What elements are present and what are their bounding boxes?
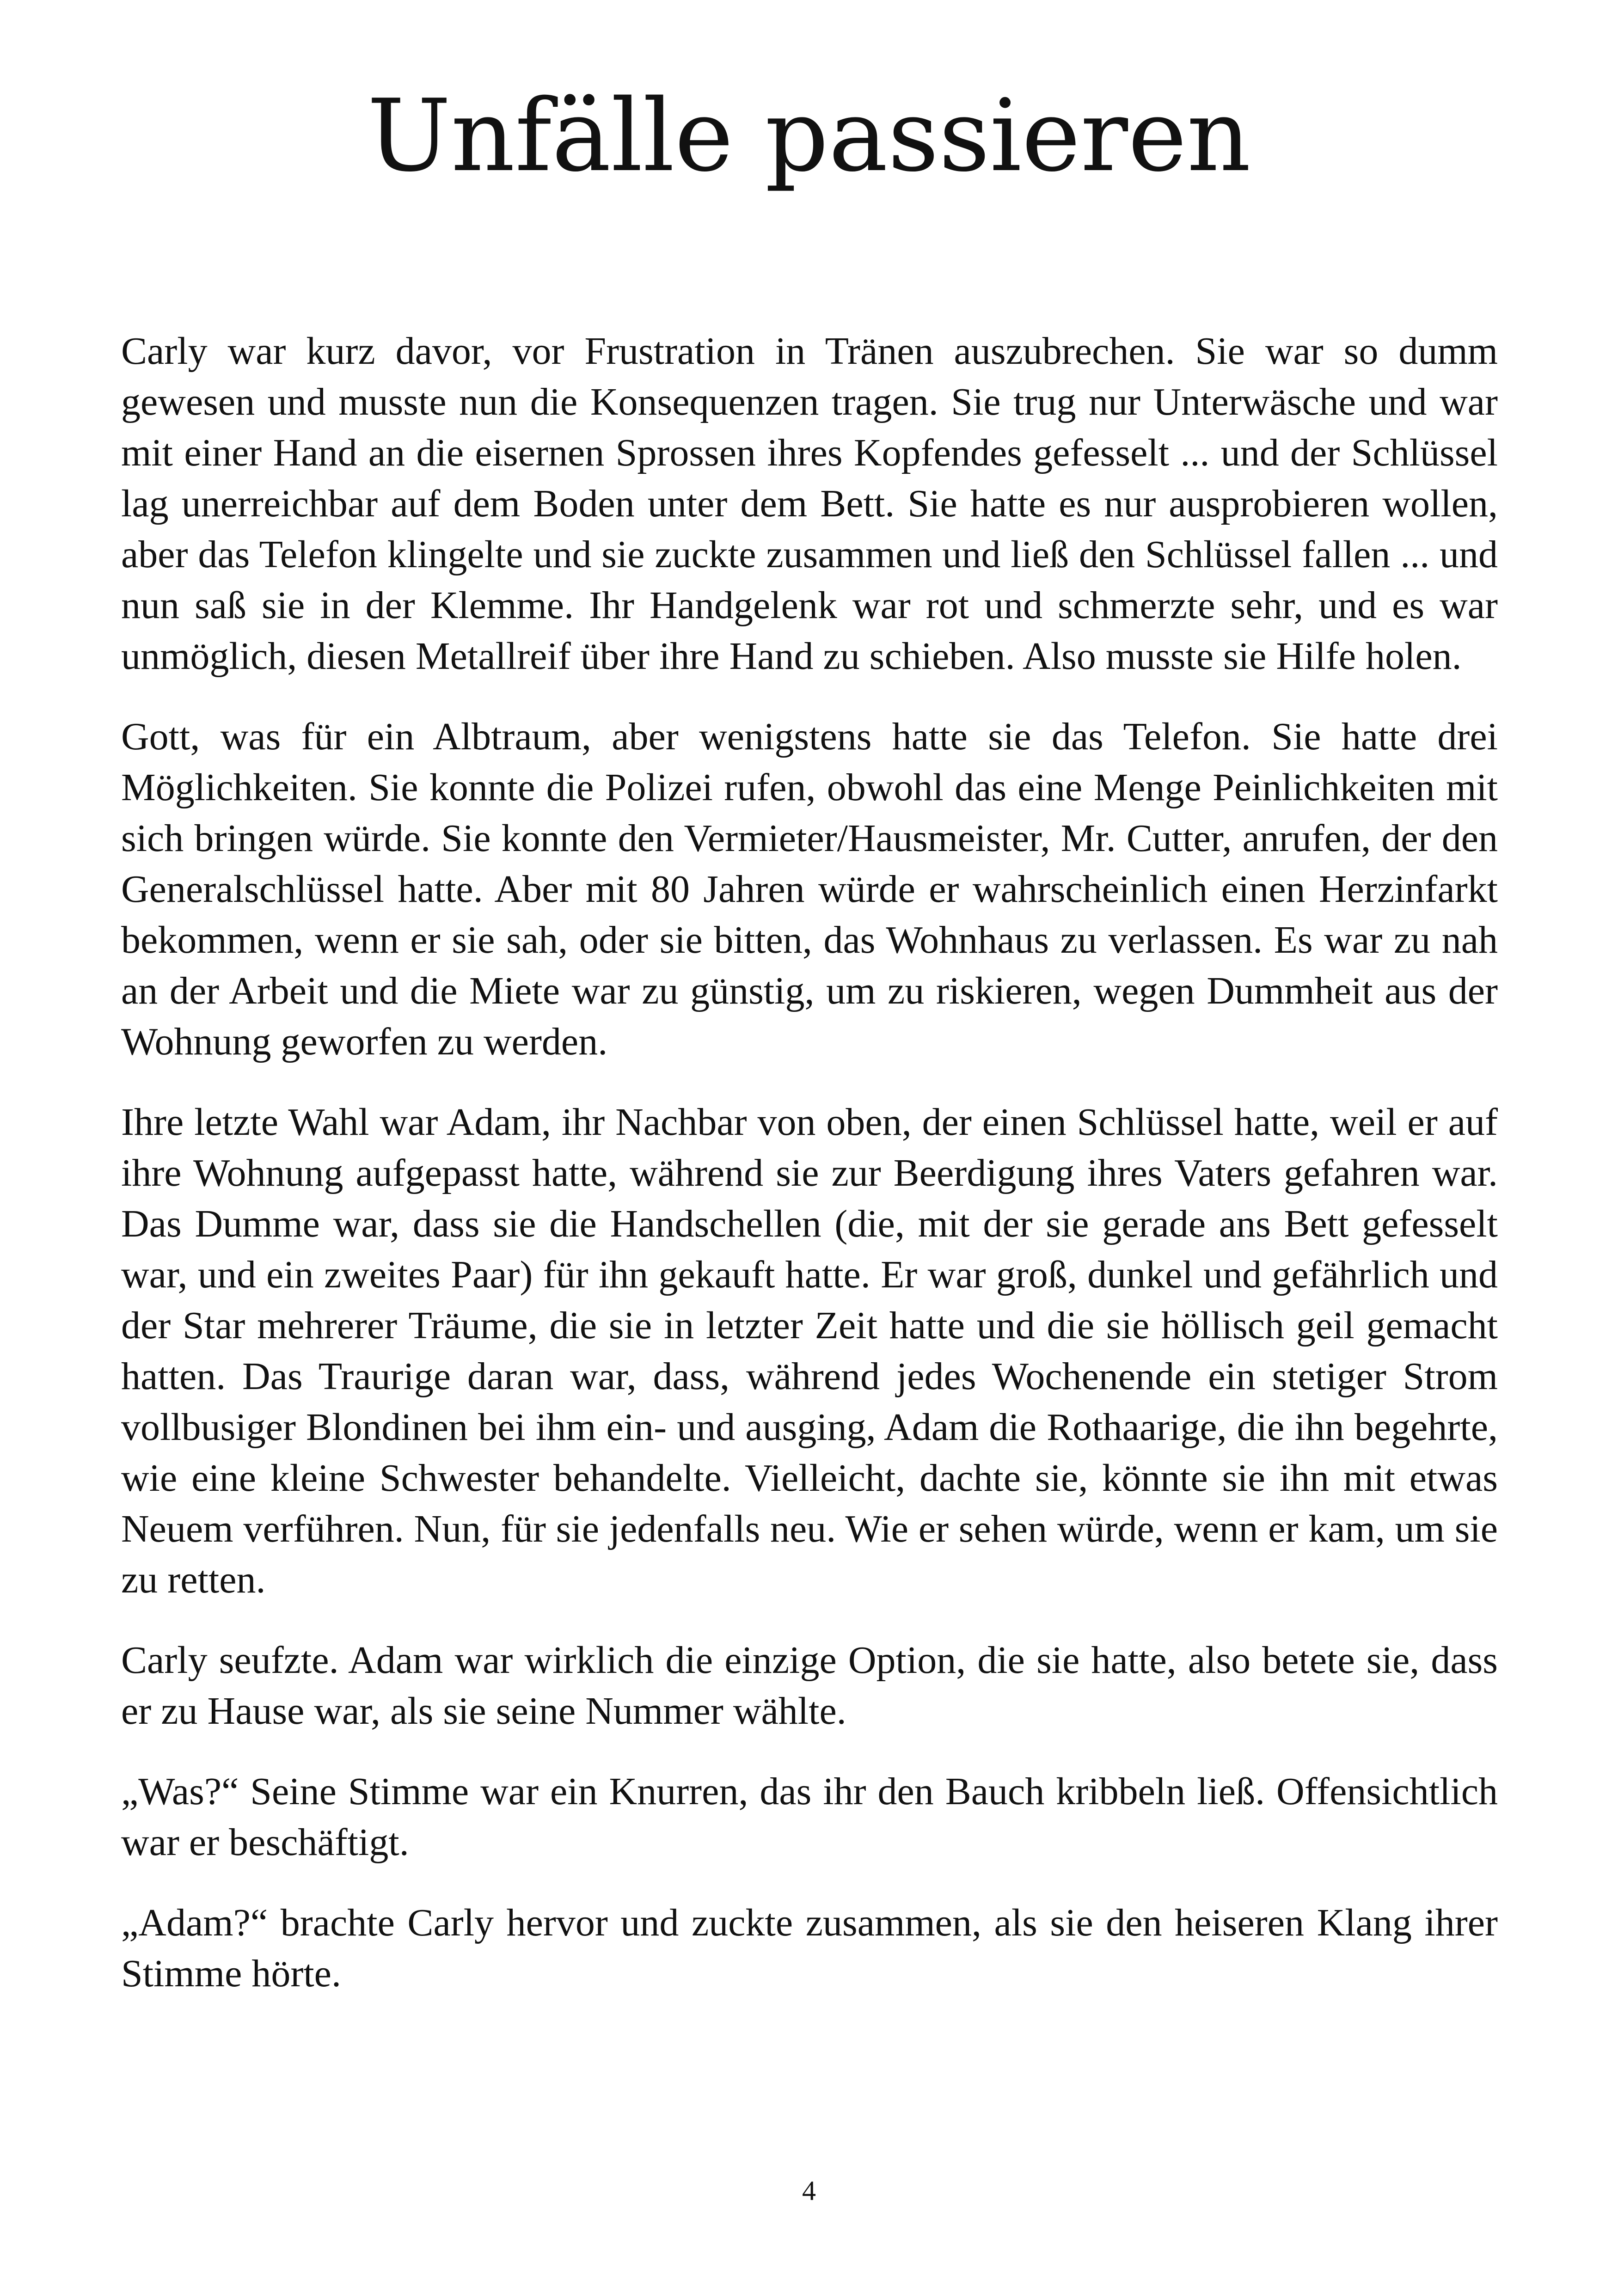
paragraph: Carly seufzte. Adam war wirklich die einzige Option, die sie hatte, also betete sie, dass er zu Hause war, als sie seine Nummer wählte. [121, 1639, 1498, 1733]
paragraph: Ihre letzte Wahl war Adam, ihr Nachbar von oben, der einen Schlüssel hatte, weil er auf ihre Wohnung aufgepasst hatte, während sie zur Beerdigung ihres Vaters gefahren war. Das Dumme war, dass sie die Handschellen (die, mit der sie gerade ans Bett gefesselt war, und ein zweites Paar) für ihn gekauft hatte. Er war groß, dunkel und gefährlich und der Star mehrerer Träume, die sie in letzter Zeit hatte und die sie höllisch geil gemacht hatten. Das Traurige daran war, dass, während jedes Wochenende ein stetiger Strom vollbusiger Blondinen bei ihm ein- und ausging, Adam die Rothaarige, die ihn begehrte, wie eine kleine Schwester behandelte. Vielleicht, dachte sie, könnte sie ihn mit etwas Neuem verführen. Nun, für sie jedenfalls neu. Wie er sehen würde, wenn er kam, um sie zu retten. [121, 1101, 1498, 1601]
paragraph: „Adam?“ brachte Carly hervor und zuckte zusammen, als sie den heiseren Klang ihrer Stimme hörte. [121, 1901, 1498, 1995]
body-text [121, 326, 1498, 2029]
paragraph: „Was?“ Seine Stimme war ein Knurren, das ihr den Bauch kribbeln ließ. Offensichtlich war er beschäftigt. [121, 1770, 1498, 1864]
page-number: 4 [802, 2175, 816, 2206]
paragraph: Carly war kurz davor, vor Frustration in Tränen auszubrechen. Sie war so dumm gewesen und musste nun die Konsequenzen tragen. Sie trug nur Unterwäsche und war mit einer Hand an die eisernen Sprossen ihres Kopfendes gefesselt ... und der Schlüssel lag unerreichbar auf dem Boden unter dem Bett. Sie hatte es nur ausprobieren wollen, aber das Telefon klingelte und sie zuckte zusammen und ließ den Schlüssel fallen ... und nun saß sie in der Klemme. Ihr Handgelenk war rot und schmerzte sehr, und es war unmöglich, diesen Metallreif über ihre Hand zu schieben. Also musste sie Hilfe holen. [121, 330, 1498, 678]
chapter-title: Unfälle passieren [367, 78, 1251, 194]
paragraph: Gott, was für ein Albtraum, aber wenigstens hatte sie das Telefon. Sie hatte drei Möglichkeiten. Sie konnte die Polizei rufen, obwohl das eine Menge Peinlichkeiten mit sich bringen würde. Sie konnte den Vermieter/Hausmeister, Mr. Cutter, anrufen, der den Generalschlüssel hatte. Aber mit 80 Jahren würde er wahrscheinlich einen Herzinfarkt bekommen, wenn er sie sah, oder sie bitten, das Wohnhaus zu verlassen. Es war zu nah an der Arbeit und die Miete war zu günstig, um zu riskieren, wegen Dummheit aus der Wohnung geworfen zu werden. [121, 715, 1498, 1063]
